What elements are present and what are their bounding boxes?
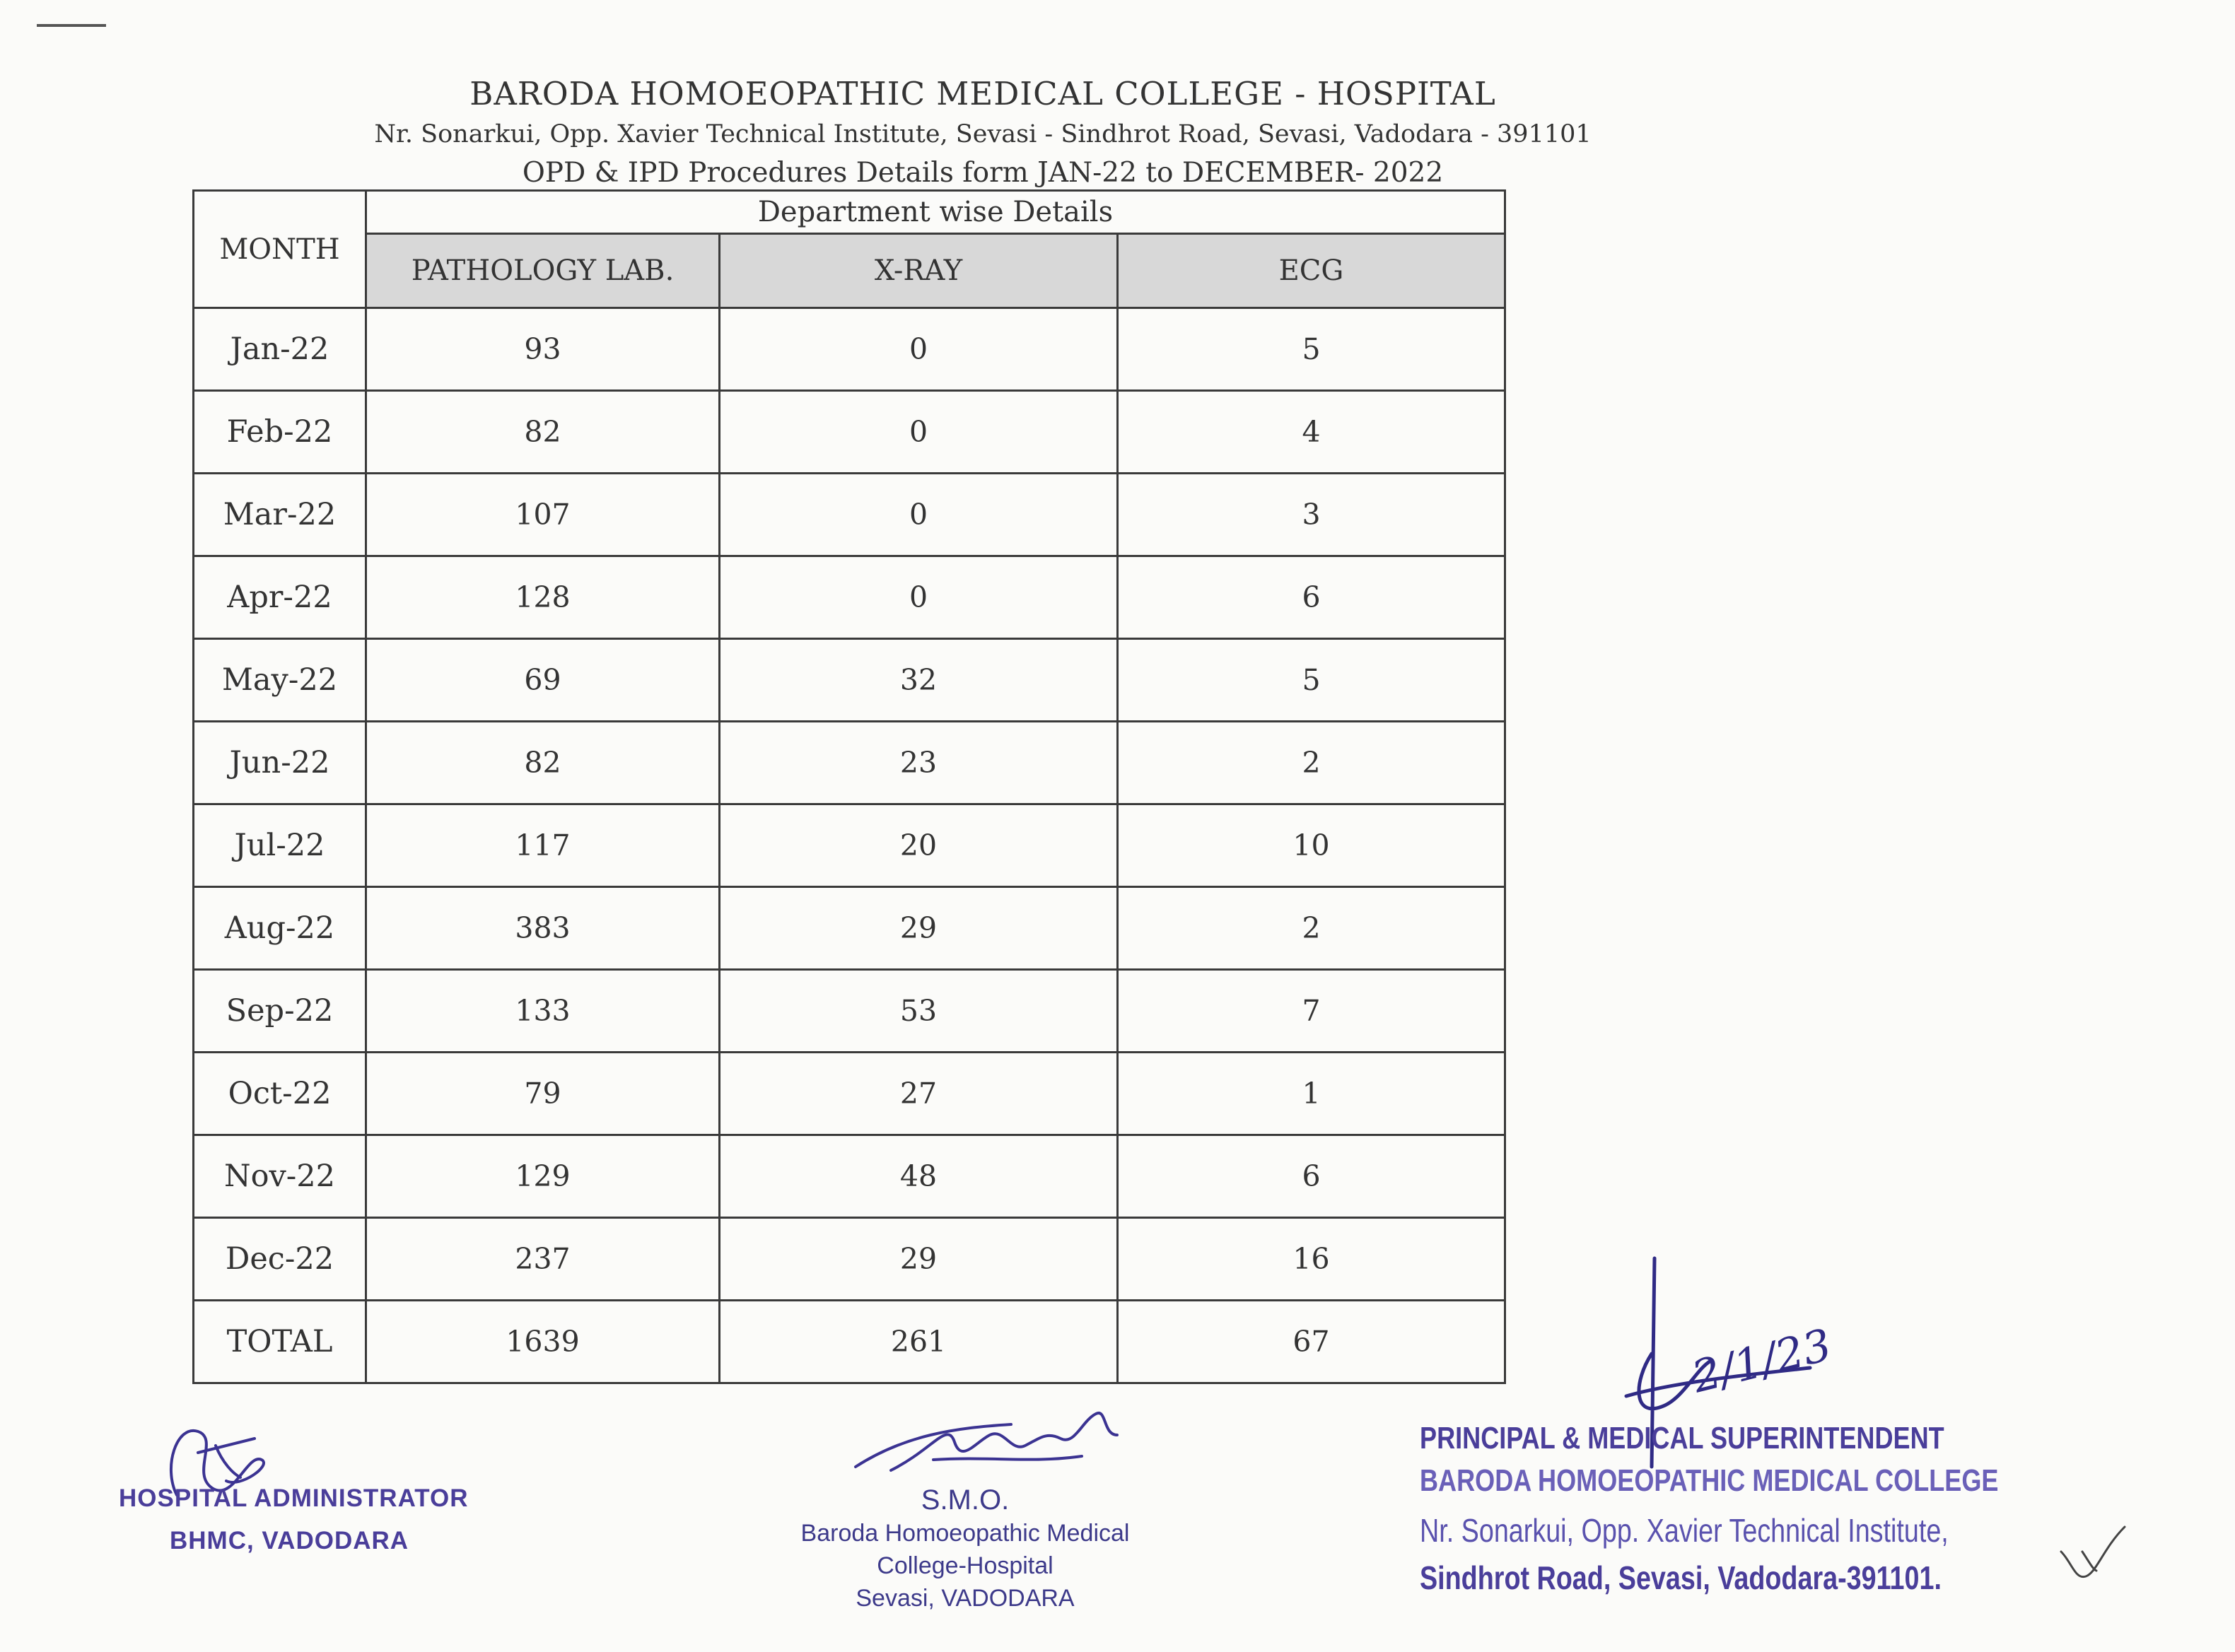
check-mark <box>2054 1520 2139 1591</box>
handwritten-date: 2/1/23 <box>1686 1318 1837 1403</box>
month-cell: Jun-22 <box>194 722 366 804</box>
pathology-cell: 117 <box>366 804 720 887</box>
month-cell: Sep-22 <box>194 970 366 1053</box>
table-row <box>194 804 1505 887</box>
ecg-cell: 7 <box>1118 970 1505 1053</box>
xray-cell: 53 <box>720 970 1118 1053</box>
table-row <box>194 308 1505 391</box>
ecg-cell: 6 <box>1118 1135 1505 1218</box>
smo-line-2: Baroda Homoeopathic Medical <box>800 1520 1130 1547</box>
xray-cell: 48 <box>720 1135 1118 1218</box>
principal-stamp-college: BARODA HOMOEOPATHIC MEDICAL COLLEGE <box>1420 1463 1999 1498</box>
table-row <box>194 1135 1505 1218</box>
xray-column-header: X-RAY <box>720 234 1118 308</box>
xray-cell: 0 <box>720 308 1118 391</box>
table-row <box>194 1218 1505 1301</box>
table-header-row-2 <box>194 234 1505 308</box>
ecg-cell: 5 <box>1118 639 1505 722</box>
ecg-total-cell: 67 <box>1118 1301 1505 1383</box>
ecg-cell: 3 <box>1118 474 1505 556</box>
month-cell: Dec-22 <box>194 1218 366 1301</box>
principal-stamp-address-2: Sindhrot Road, Sevasi, Vadodara-391101. <box>1420 1559 1942 1596</box>
xray-cell: 32 <box>720 639 1118 722</box>
xray-cell: 29 <box>720 1218 1118 1301</box>
month-cell: Jan-22 <box>194 308 366 391</box>
ecg-cell: 4 <box>1118 391 1505 474</box>
top-corner-mark <box>37 24 106 27</box>
month-cell: Nov-22 <box>194 1135 366 1218</box>
ecg-cell: 16 <box>1118 1218 1505 1301</box>
table-row <box>194 391 1505 474</box>
xray-total-cell: 261 <box>720 1301 1118 1383</box>
table-row <box>194 887 1505 970</box>
table-row <box>194 1053 1505 1135</box>
month-cell: May-22 <box>194 639 366 722</box>
table-row <box>194 474 1505 556</box>
xray-cell: 20 <box>720 804 1118 887</box>
ecg-cell: 2 <box>1118 722 1505 804</box>
pathology-cell: 128 <box>366 556 720 639</box>
ecg-cell: 6 <box>1118 556 1505 639</box>
table-row <box>194 556 1505 639</box>
xray-cell: 0 <box>720 474 1118 556</box>
table-header-row-1 <box>194 191 1505 234</box>
pathology-total-cell: 1639 <box>366 1301 720 1383</box>
pathology-cell: 107 <box>366 474 720 556</box>
total-label-cell: TOTAL <box>194 1301 366 1383</box>
table-row <box>194 639 1505 722</box>
table-row <box>194 970 1505 1053</box>
ecg-cell: 10 <box>1118 804 1505 887</box>
xray-cell: 0 <box>720 391 1118 474</box>
pathology-cell: 237 <box>366 1218 720 1301</box>
ecg-column-header: ECG <box>1118 234 1505 308</box>
admin-stamp-place: BHMC, VADODARA <box>170 1527 409 1554</box>
institution-address: Nr. Sonarkui, Opp. Xavier Technical Institute, Sevasi - Sindhrot Road, Sevasi, Vadodara - 391101 <box>374 120 1592 148</box>
principal-stamp-address-1: Nr. Sonarkui, Opp. Xavier Technical Institute, <box>1420 1512 1949 1549</box>
month-cell: Feb-22 <box>194 391 366 474</box>
table-row <box>194 722 1505 804</box>
pathology-cell: 129 <box>366 1135 720 1218</box>
pathology-column-header: PATHOLOGY LAB. <box>366 234 720 308</box>
report-subtitle: OPD & IPD Procedures Details form JAN-22 to DECEMBER- 2022 <box>522 157 1444 189</box>
month-cell: Aug-22 <box>194 887 366 970</box>
ecg-cell: 1 <box>1118 1053 1505 1135</box>
xray-cell: 23 <box>720 722 1118 804</box>
ecg-cell: 2 <box>1118 887 1505 970</box>
month-cell: Mar-22 <box>194 474 366 556</box>
pathology-cell: 133 <box>366 970 720 1053</box>
month-cell: Jul-22 <box>194 804 366 887</box>
pathology-cell: 82 <box>366 391 720 474</box>
pathology-cell: 383 <box>366 887 720 970</box>
xray-cell: 0 <box>720 556 1118 639</box>
month-column-header: MONTH <box>194 191 366 308</box>
smo-line-4: Sevasi, VADODARA <box>856 1585 1075 1612</box>
xray-cell: 29 <box>720 887 1118 970</box>
total-row <box>194 1301 1505 1383</box>
month-cell: Oct-22 <box>194 1053 366 1135</box>
xray-cell: 27 <box>720 1053 1118 1135</box>
smo-title: S.M.O. <box>921 1484 1010 1516</box>
institution-title: BARODA HOMOEOPATHIC MEDICAL COLLEGE - HOSPITAL <box>469 75 1496 112</box>
month-cell: Apr-22 <box>194 556 366 639</box>
department-group-header: Department wise Details <box>366 191 1505 234</box>
pathology-cell: 82 <box>366 722 720 804</box>
procedures-table <box>192 189 1506 1384</box>
ecg-cell: 5 <box>1118 308 1505 391</box>
pathology-cell: 93 <box>366 308 720 391</box>
principal-stamp-title: PRINCIPAL & MEDICAL SUPERINTENDENT <box>1420 1421 1944 1455</box>
pathology-cell: 69 <box>366 639 720 722</box>
smo-signature <box>848 1393 1145 1499</box>
pathology-cell: 79 <box>366 1053 720 1135</box>
smo-line-3: College-Hospital <box>877 1552 1054 1579</box>
admin-stamp-title: HOSPITAL ADMINISTRATOR <box>119 1484 469 1512</box>
